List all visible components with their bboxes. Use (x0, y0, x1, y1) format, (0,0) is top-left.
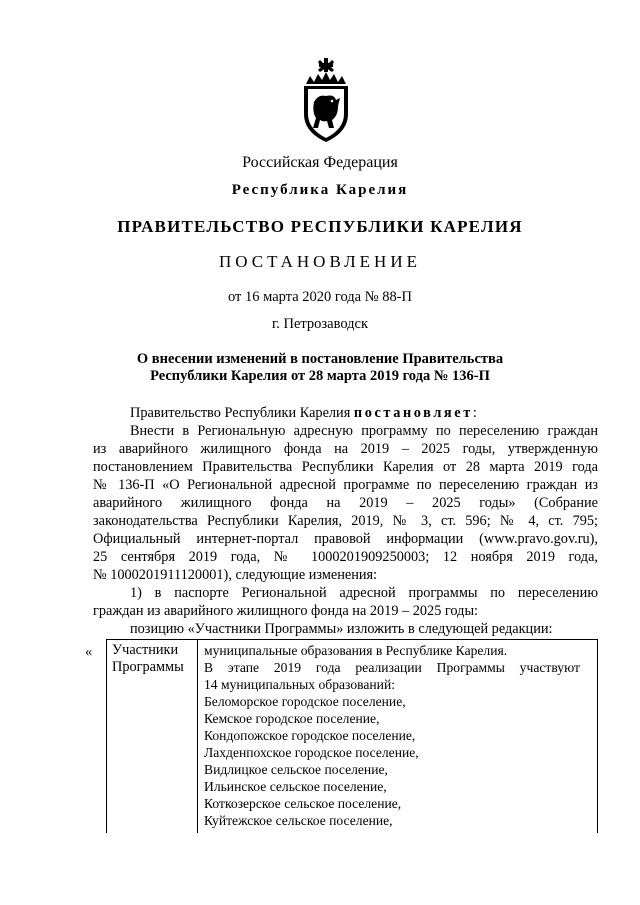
item1-line: граждан из аварийного жилищного фонда на 2019 – 2025 годы: (93, 603, 479, 619)
content-line: Ильинское сельское поселение, (204, 779, 387, 794)
content-line: Кондопожское городское поселение, (204, 728, 416, 743)
resolves-colon: : (472, 405, 477, 421)
position-line: позицию «Участники Программы» изложить в следующей редакции: (130, 621, 553, 637)
document-type: ПОСТАНОВЛЕНИЕ (218, 252, 421, 271)
city: г. Петрозаводск (271, 316, 369, 332)
body-line: постановлением Правительства Республики Карелия от 28 марта 2019 года (93, 459, 598, 475)
content-line: муниципальные образования в Республике Карелия. (204, 643, 508, 658)
content-line: Видлицкое сельское поселение, (204, 762, 388, 777)
body-line: Внести в Региональную адресную программу по переселению граждан (130, 423, 598, 439)
body-line: № 1000201911120001), следующие изменения: (93, 567, 378, 583)
karelia-coat-of-arms-icon (296, 58, 356, 144)
content-line: Куйтежское сельское поселение, (204, 813, 393, 828)
preamble-text: Правительство Республики Карелия (130, 405, 351, 421)
content-line: Лахденпохское городское поселение, (204, 745, 419, 760)
body-line: Официальный интернет-портал правовой информации (www.pravo.gov.ru), (93, 531, 598, 547)
subject-line: Республики Карелия от 28 марта 2019 года № 136-П (150, 368, 490, 384)
content-line: Беломорское городское поселение, (204, 694, 406, 709)
table-column-divider (197, 640, 198, 833)
body-line: аварийного жилищного фонда на 2019 – 2025 годы» (Собрание (93, 495, 598, 511)
document-body (93, 404, 598, 638)
government-title: ПРАВИТЕЛЬСТВО РЕСПУБЛИКИ КАРЕЛИЯ (117, 217, 523, 236)
republic-name: Республика Карелия (231, 182, 409, 198)
label-line: Программы (112, 659, 184, 675)
document-subject (0, 351, 640, 385)
date-and-number: от 16 марта 2020 года № 88-П (227, 289, 413, 305)
preamble (93, 404, 598, 422)
table-content-cell (204, 642, 580, 829)
participants-table (106, 639, 598, 833)
label-line: Участники (112, 642, 179, 658)
country-name: Российская Федерация (242, 154, 398, 171)
body-line: из аварийного жилищного фонда на 2019 – 2025 годы, утвержденную (93, 441, 598, 457)
content-line: Коткозерское сельское поселение, (204, 796, 402, 811)
content-line: Кемское городское поселение, (204, 711, 380, 726)
opening-quote: « (85, 644, 93, 660)
body-line: 25 сентября 2019 года, № 1000201909250003; 12 ноября 2019 года, (93, 549, 598, 565)
item1-line: 1) в паспорте Региональной адресной программы по переселению (130, 585, 598, 601)
resolves-word: постановляет (353, 405, 473, 421)
table-label-cell (112, 642, 194, 676)
body-line: законодательства Республики Карелия, 2019, № 3, ст. 596; № 4, ст. 795; (93, 513, 598, 529)
body-line: № 136-П «О Региональной адресной программе по переселению граждан из (93, 477, 598, 493)
subject-line: О внесении изменений в постановление Правительства (136, 351, 504, 367)
content-line: В этапе 2019 года реализации Программы участвуют (204, 660, 580, 675)
content-line: 14 муниципальных образований: (204, 677, 396, 692)
